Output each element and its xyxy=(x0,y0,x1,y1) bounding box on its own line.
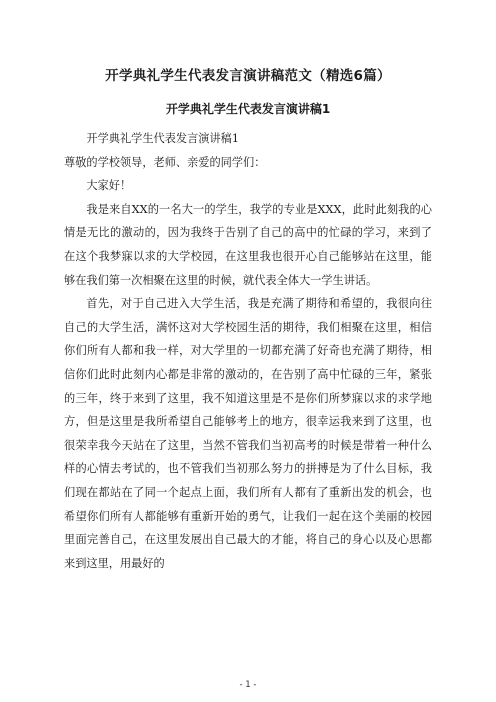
document-title: 开学典礼学生代表发言演讲稿范文（精选6篇） xyxy=(105,68,391,84)
paragraph-greeting: 大家好！ xyxy=(86,179,132,193)
paragraph-salutation: 尊敬的学校领导，老师、亲爱的同学们： xyxy=(64,155,266,169)
paragraph-introduction: 我是来自XX的一名大一的学生，我学的专业是XXX，此时此刻我的心情是无比的激动的，因为我终于告别了自己的高中的忙碌的学习，来到了在这个我梦寐以求的大学校园，在这里我也很开心自己能够站在这里，能够在我们第一次相聚在这里的时候，就代表全体大一学生讲话。 xyxy=(64,202,432,287)
section-heading: 开学典礼学生代表发言演讲稿1 xyxy=(165,102,331,116)
page-number: - 1 - xyxy=(239,680,257,690)
document-body xyxy=(64,127,432,575)
paragraph-subtitle: 开学典礼学生代表发言演讲稿1 xyxy=(86,132,239,145)
paragraph-main: 首先，对于自己进入大学生活，我是充满了期待和希望的，我很向往自己的大学生活，满怀这对大学校园生活的期待，我们相聚在这里，相信你们所有人都和我一样，对大学里的一切都充满了好奇也充满了期待，相信你们此时此刻内心都是非常的激动的，在告别了高中忙碌的三年，紧张的三年，终于来到了这里，我不知道这里是不是你们所梦寐以求的求学地方，但是这里是我所希望自己能够考上的地方，很幸运我来到了这里，也很荣幸我今天站在了这里，当然不管我们当初高考的时候是带着一种什么样的心情去考试的，也不管我们当初那么努力的拼搏是为了什么目标，我们现在都站在了同一个起点上面，我们所有人都有了重新出发的机会，也希望你们所有人都能够有重新开始的勇气，让我们一起在这个美丽的校园里面完善自己，在这里发展出自己最大的才能，将自己的身心以及心思都来到这里，用最好的 xyxy=(64,297,432,570)
